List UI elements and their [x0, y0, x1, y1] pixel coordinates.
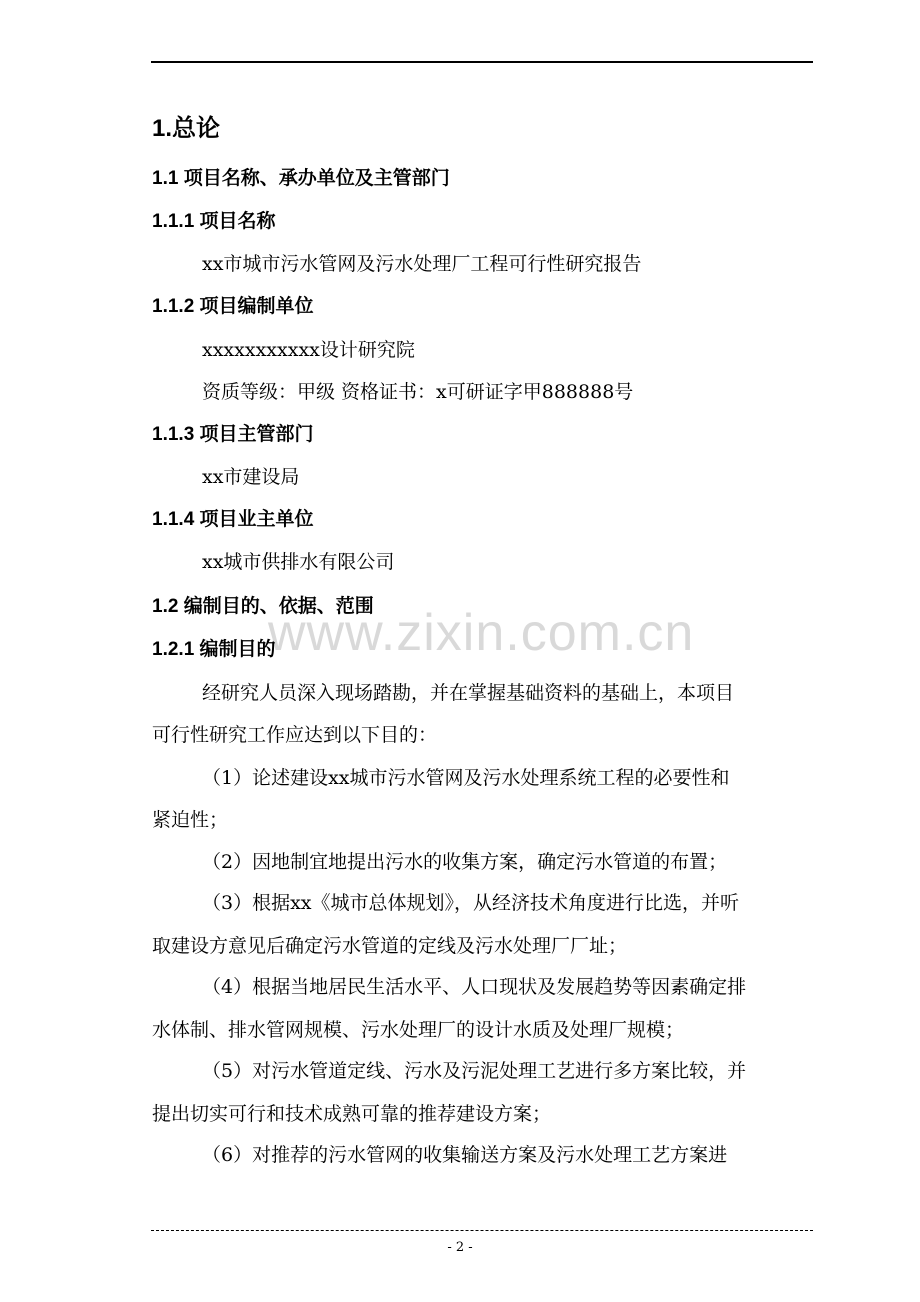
- header-rule: [151, 61, 813, 63]
- subsection-heading-1-1-2: 1.1.2 项目编制单位: [152, 296, 314, 317]
- list-item-2-line: （2）因地制宜地提出污水的收集方案，确定污水管道的布置；: [202, 851, 728, 873]
- list-item-5-line: 提出切实可行和技术成熟可靠的推荐建设方案；: [152, 1103, 552, 1125]
- chapter-heading: 1.总论: [152, 115, 221, 142]
- list-item-4-line: （4）根据当地居民生活水平、人口现状及发展趋势等因素确定排: [202, 976, 747, 998]
- authority-text: xx市建设局: [202, 466, 300, 488]
- subsection-heading-1-1-3: 1.1.3 项目主管部门: [152, 424, 314, 445]
- list-item-6-line: （6）对推荐的污水管网的收集输送方案及污水处理工艺方案进: [202, 1144, 728, 1166]
- list-item-4-line: 水体制、排水管网规模、污水处理厂的设计水质及处理厂规模；: [152, 1019, 685, 1041]
- subsection-heading-1-1-4: 1.1.4 项目业主单位: [152, 509, 314, 530]
- compiler-text: xxxxxxxxxxx设计研究院: [202, 339, 415, 361]
- subsection-heading-1-2-1: 1.2.1 编制目的: [152, 639, 276, 660]
- section-heading-1-1: 1.1 项目名称、承办单位及主管部门: [152, 168, 450, 189]
- list-item-3-line: 取建设方意见后确定污水管道的定线及污水处理厂厂址；: [152, 935, 628, 957]
- paragraph-line: 经研究人员深入现场踏勘，并在掌握基础资料的基础上，本项目: [202, 682, 735, 704]
- owner-text: xx城市供排水有限公司: [202, 551, 395, 573]
- list-item-3-line: （3）根据xx《城市总体规划》，从经济技术角度进行比选，并听: [202, 892, 740, 914]
- list-item-5-line: （5）对污水管道定线、污水及污泥处理工艺进行多方案比较，并: [202, 1060, 747, 1082]
- footer-rule: [151, 1230, 813, 1231]
- list-item-1-line: （1）论述建设xx城市污水管网及污水处理系统工程的必要性和: [202, 767, 730, 789]
- subsection-heading-1-1-1: 1.1.1 项目名称: [152, 211, 276, 232]
- list-item-1-line: 紧迫性；: [152, 809, 229, 831]
- paragraph-line: 可行性研究工作应达到以下目的：: [152, 724, 438, 746]
- section-heading-1-2: 1.2 编制目的、依据、范围: [152, 596, 374, 617]
- page-number: - 2 -: [447, 1240, 473, 1255]
- qualification-text: 资质等级：甲级 资格证书：x可研证字甲888888号: [202, 381, 634, 403]
- project-name-text: xx市城市污水管网及污水处理厂工程可行性研究报告: [202, 253, 642, 275]
- watermark: www.zixin.com.cn: [268, 604, 695, 662]
